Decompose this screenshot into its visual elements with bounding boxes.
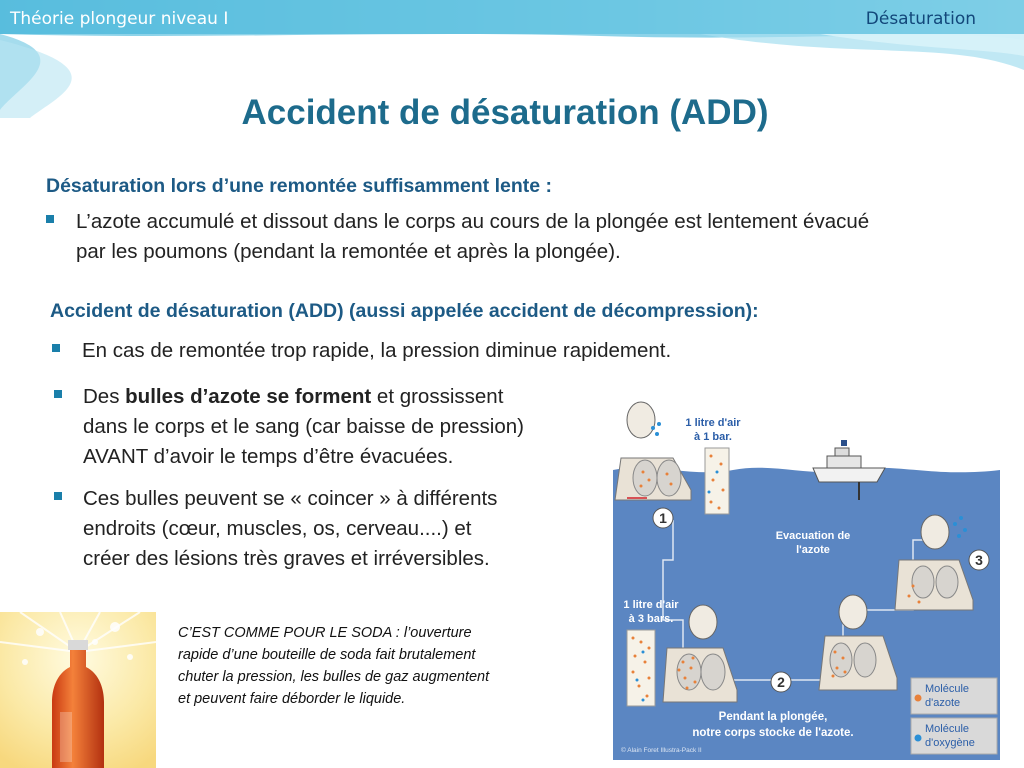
- section2-heading: Accident de désaturation (ADD) (aussi appelée accident de décompression):: [50, 300, 759, 322]
- label-3bars-line2: à 3 bars.: [628, 613, 674, 625]
- bullet-text-line1: Ces bulles peuvent se « coincer » à différents: [83, 487, 498, 510]
- legend-nitrogen-line2: d'azote: [925, 697, 961, 709]
- bullet-text-line3: créer des lésions très graves et irréversibles.: [83, 547, 490, 570]
- bottom-caption-line2: notre corps stocke de l'azote.: [692, 727, 854, 739]
- nitrogen-dot-icon: [915, 695, 922, 702]
- header-course-title: Théorie plongeur niveau I: [10, 9, 229, 29]
- legend-nitrogen-line1: Molécule: [925, 683, 970, 695]
- section1-bullet: [46, 207, 996, 267]
- bullet-text-pre: Des: [83, 385, 126, 408]
- dive-nitrogen-diagram: [613, 390, 1000, 760]
- bullet-text: En cas de remontée trop rapide, la pression diminue rapidement.: [82, 339, 672, 362]
- legend-nitrogen: [911, 678, 997, 714]
- soda-analogy-note: [178, 622, 558, 710]
- soda-note-line3: chuter la pression, les bulles de gaz augmentent: [178, 669, 490, 685]
- bullet-text-line2: endroits (cœur, muscles, os, cerveau....) et: [83, 517, 472, 540]
- step-2-number: 2: [777, 674, 785, 690]
- section1-heading: Désaturation lors d’une remontée suffisamment lente :: [46, 175, 553, 197]
- soda-bottle-illustration: [0, 612, 156, 768]
- bullet-text-bold: bulles d’azote se forment: [125, 385, 372, 408]
- soda-note-line2: rapide d’une bouteille de soda fait brutalement: [178, 647, 476, 663]
- bullet-text-line2: dans le corps et le sang (car baisse de pression): [83, 415, 524, 438]
- section2-bullet1: [52, 336, 812, 366]
- evacuation-label-line1: Evacuation de: [775, 530, 851, 542]
- label-1bar-line1: 1 litre d'air: [685, 417, 741, 429]
- air-litre-1bar: [705, 448, 729, 514]
- section2-bullet2: [54, 382, 594, 472]
- slide-title: Accident de désaturation (ADD): [241, 93, 769, 132]
- soda-note-line1: C’EST COMME POUR LE SODA : l’ouverture: [178, 625, 472, 641]
- step-3-number: 3: [975, 552, 983, 568]
- illustration-credit: © Alain Foret Illustra-Pack II: [621, 747, 702, 754]
- bullet-square-icon: [46, 215, 54, 223]
- label-1bar-line2: à 1 bar.: [694, 431, 732, 443]
- soda-note-line4: et peuvent faire déborder le liquide.: [178, 691, 406, 707]
- bullet-text-line1: [83, 382, 594, 412]
- bottom-caption-line1: Pendant la plongée,: [718, 711, 828, 723]
- legend-oxygen: [911, 718, 997, 754]
- bullet-square-icon: [54, 492, 62, 500]
- legend-oxygen-line2: d'oxygène: [925, 737, 975, 749]
- section2-bullet3: [54, 484, 594, 574]
- bullet-text-line2: par les poumons (pendant la remontée et après la plongée).: [76, 240, 621, 263]
- bullet-text-line1: L’azote accumulé et dissout dans le corps au cours de la plongée est lentement évacué: [76, 210, 870, 233]
- bullet-text-post: et grossissent: [371, 385, 504, 408]
- header-chapter-title: Désaturation: [865, 9, 976, 29]
- legend-oxygen-line1: Molécule: [925, 723, 970, 735]
- oxygen-dot-icon: [915, 735, 922, 742]
- bullet-text-line3: AVANT d’avoir le temps d’être évacuées.: [83, 445, 454, 468]
- bullet-square-icon: [52, 344, 60, 352]
- label-3bars-line1: 1 litre d'air: [623, 599, 679, 611]
- evacuation-label-line2: l'azote: [796, 544, 830, 556]
- bullet-square-icon: [54, 390, 62, 398]
- step-1-number: 1: [659, 510, 667, 526]
